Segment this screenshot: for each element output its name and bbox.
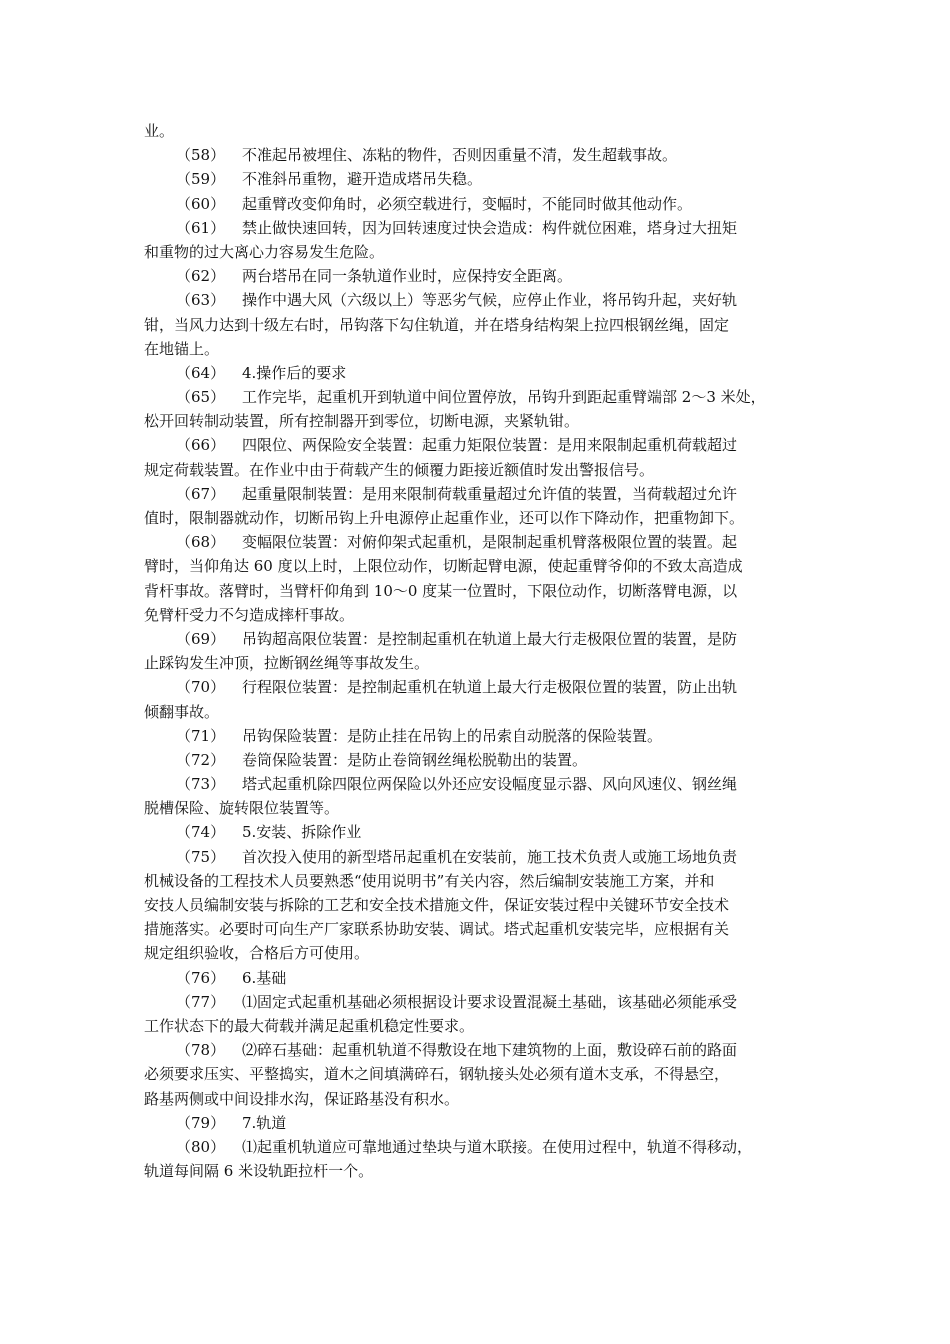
paragraph-line [144,941,812,965]
paragraph [144,724,812,748]
paragraph-number: （76） [176,968,226,987]
paragraph-text: 安技人员编制安装与拆除的工艺和安全技术措施文件，保证安装过程中关键环节安全技术 [144,896,730,914]
paragraph-line [144,675,812,699]
paragraph [144,675,812,723]
paragraph-line [144,869,812,893]
paragraph-number: （70） [176,678,226,697]
paragraph-line [144,216,812,240]
paragraph-line [144,627,812,651]
paragraph-number: （78） [176,1041,226,1060]
paragraph-text: 不准起吊被埋住、冻粘的物件，否则因重量不清，发生超载事故。 [242,146,678,165]
paragraph-text: 不准斜吊重物，避开造成塔吊失稳。 [242,170,483,189]
paragraph-line [144,1087,812,1111]
paragraph-line [144,409,812,433]
paragraph-line [144,579,812,603]
paragraph [144,530,812,627]
paragraph [144,288,812,361]
continuation-line: 业。 [144,122,175,140]
document-body [144,119,812,1183]
paragraph-text: 止踩钩发生冲顶，拉断钢丝绳等事故发生。 [144,654,430,673]
paragraph-number: （58） [176,146,226,165]
paragraph-number: （79） [176,1113,226,1132]
paragraph-text: ⑴固定式起重机基础必须根据设计要求设置混凝土基础，该基础必须能承受 [242,992,738,1011]
paragraph-text: 臂时，当仰角达 60 度以上时，上限位动作，切断起臂电源，使起重臂爷仰的不致太高造成 [144,557,743,576]
paragraph [144,482,812,530]
paragraph-number: （65） [176,388,226,407]
paragraph-line [144,1014,812,1038]
paragraph [144,748,812,772]
paragraph-text: 工作完毕，起重机开到轨道中间位置停放，吊钩升到距起重臂端部 2～3 米处， [242,388,766,407]
paragraph-text: 6.基础 [242,968,287,987]
paragraph-text: 免臂杆受力不匀造成摔杆事故。 [144,605,355,624]
paragraph [144,192,812,216]
paragraph [144,264,812,288]
paragraph-line [144,337,812,361]
paragraph [144,627,812,675]
paragraph-line [144,530,812,554]
paragraph-number: （59） [176,170,226,189]
paragraph-line [144,192,812,216]
paragraph-text: 规定组织验收，合格后方可使用。 [144,944,370,963]
paragraph-line [144,240,812,264]
paragraph-number: （69） [176,629,226,648]
paragraph [144,990,812,1038]
paragraph-line [144,361,812,385]
paragraph-text: 措施落实。必要时可向生产厂家联系协助安装、调试。塔式起重机安装完毕，应根据有关 [144,920,730,939]
paragraph-text: 禁止做快速回转，因为回转速度过快会造成：构件就位困难，塔身过大扭矩 [242,218,738,237]
paragraph-text: 工作状态下的最大荷载并满足起重机稳定性要求。 [144,1016,475,1035]
paragraph-text: 行程限位装置：是控制起重机在轨道上最大行走极限位置的装置，防止出轨 [242,678,738,697]
paragraph-line [144,603,812,627]
paragraph [144,433,812,481]
paragraph [144,385,812,433]
paragraph-text: 路基两侧或中间设排水沟，保证路基没有积水。 [144,1089,460,1108]
paragraph-text: 吊钩超高限位装置：是控制起重机在轨道上最大行走极限位置的装置，是防 [242,629,738,648]
paragraph-line [144,700,812,724]
paragraph-line [144,1038,812,1062]
paragraph-text: 卷筒保险装置：是防止卷筒钢丝绳松脱勒出的装置。 [242,750,588,769]
paragraph-number: （74） [176,823,226,842]
paragraph-line [144,1159,812,1183]
paragraph-text: 操作中遇大风（六级以上）等恶劣气候，应停止作业，将吊钩升起，夹好轨 [242,291,738,310]
paragraph-line [144,1111,812,1135]
paragraph-text: 钳，当风力达到十级左右时，吊钩落下勾住轨道，并在塔身结构架上拉四根钢丝绳，固定 [144,315,730,334]
paragraph [144,167,812,191]
paragraph-line [144,506,812,530]
paragraph-line [144,264,812,288]
paragraph-text: 首次投入使用的新型塔吊起重机在安装前，施工技术负责人或施工场地负责 [242,847,738,866]
paragraph [144,143,812,167]
paragraph-number: （75） [176,847,226,866]
paragraph-number: （64） [176,363,226,382]
paragraph-line [144,313,812,337]
paragraph-text: 四限位、两保险安全装置：起重力矩限位装置：是用来限制起重机荷载超过 [242,436,738,455]
paragraph-number: （63） [176,291,226,310]
paragraph-number: （77） [176,992,226,1011]
paragraph-line [144,820,812,844]
paragraph-text: 松开回转制动装置，所有控制器开到零位，切断电源，夹紧轨钳。 [144,412,580,431]
paragraph-line [144,1135,812,1159]
paragraph-number: （60） [176,194,226,213]
paragraph-line [144,772,812,796]
paragraph [144,1135,812,1183]
paragraph-line [144,990,812,1014]
paragraph-text: 脱槽保险、旋转限位装置等。 [144,799,340,818]
paragraph-number: （73） [176,775,226,794]
paragraph-line [144,554,812,578]
paragraph-line [144,917,812,941]
paragraph-text: 变幅限位装置：对俯仰架式起重机，是限制起重机臂落极限位置的装置。起 [242,533,738,552]
paragraph [144,1038,812,1111]
paragraph-text: 起重臂改变仰角时，必须空载进行，变幅时，不能同时做其他动作。 [242,194,693,213]
paragraph-text: 两台塔吊在同一条轨道作业时，应保持安全距离。 [242,267,573,286]
paragraph-line [144,724,812,748]
paragraph [144,966,812,990]
paragraph-line [144,143,812,167]
paragraph-line [144,748,812,772]
paragraph-text: ⑵碎石基础：起重机轨道不得敷设在地下建筑物的上面，敷设碎石前的路面 [242,1041,738,1060]
paragraph [144,820,812,844]
paragraph-text: 值时，限制器就动作，切断吊钩上升电源停止起重作业，还可以作下降动作，把重物卸下。 [144,509,745,527]
paragraph [144,216,812,264]
paragraph-number: （67） [176,484,226,503]
paragraph-number: （61） [176,218,226,237]
paragraph-number: （71） [176,726,226,745]
paragraph-text: 起重量限制装置：是用来限制荷载重量超过允许值的装置，当荷载超过允许 [242,484,738,503]
paragraph-text: 背杆事故。落臂时，当臂杆仰角到 10～0 度某一位置时，下限位动作，切断落臂电源，以 [144,581,738,600]
paragraph-line [144,433,812,457]
paragraph-line [144,385,812,409]
paragraph-text: 倾翻事故。 [144,702,220,721]
paragraph [144,361,812,385]
paragraph-text: 5.安装、拆除作业 [242,823,362,842]
paragraph-number: （68） [176,533,226,552]
paragraph-number: （66） [176,436,226,455]
paragraph-text: 塔式起重机除四限位两保险以外还应安设幅度显示器、风向风速仪、钢丝绳 [242,775,738,794]
paragraph [144,845,812,966]
paragraph [144,1111,812,1135]
paragraph-line [144,651,812,675]
paragraph-text: 机械设备的工程技术人员要熟悉“使用说明书”有关内容，然后编制安装施工方案，并和 [144,871,715,890]
paragraph-line [144,458,812,482]
paragraph-text: 4.操作后的要求 [242,363,347,382]
paragraph-line [144,966,812,990]
paragraph-number: （80） [176,1137,226,1156]
paragraph-text: 吊钩保险装置：是防止挂在吊钩上的吊索自动脱落的保险装置。 [242,726,663,745]
paragraph-line [144,893,812,917]
paragraph-text: 规定荷载装置。在作业中由于荷载产生的倾覆力距接近额值时发出警报信号。 [144,460,655,479]
paragraph-line [144,796,812,820]
paragraph-text: 和重物的过大离心力容易发生危险。 [144,242,385,261]
paragraph-text: 轨道每间隔 6 米设轨距拉杆一个。 [144,1162,374,1181]
paragraph-text: 7.轨道 [242,1113,287,1132]
paragraph-number: （72） [176,750,226,769]
paragraph-text: 在地锚上。 [144,339,220,358]
paragraph-number: （62） [176,267,226,286]
paragraph-line [144,288,812,312]
paragraph-text: 必须要求压实、平整捣实，道木之间填满碎石，钢轨接头处必须有道木支承，不得悬空， [144,1065,730,1084]
paragraph [144,772,812,820]
paragraph-line [144,1062,812,1086]
paragraph-text: ⑴起重机轨道应可靠地通过垫块与道木联接。在使用过程中，轨道不得移动， [242,1137,753,1156]
paragraph-line [144,167,812,191]
paragraph-line [144,845,812,869]
paragraph-line [144,482,812,506]
